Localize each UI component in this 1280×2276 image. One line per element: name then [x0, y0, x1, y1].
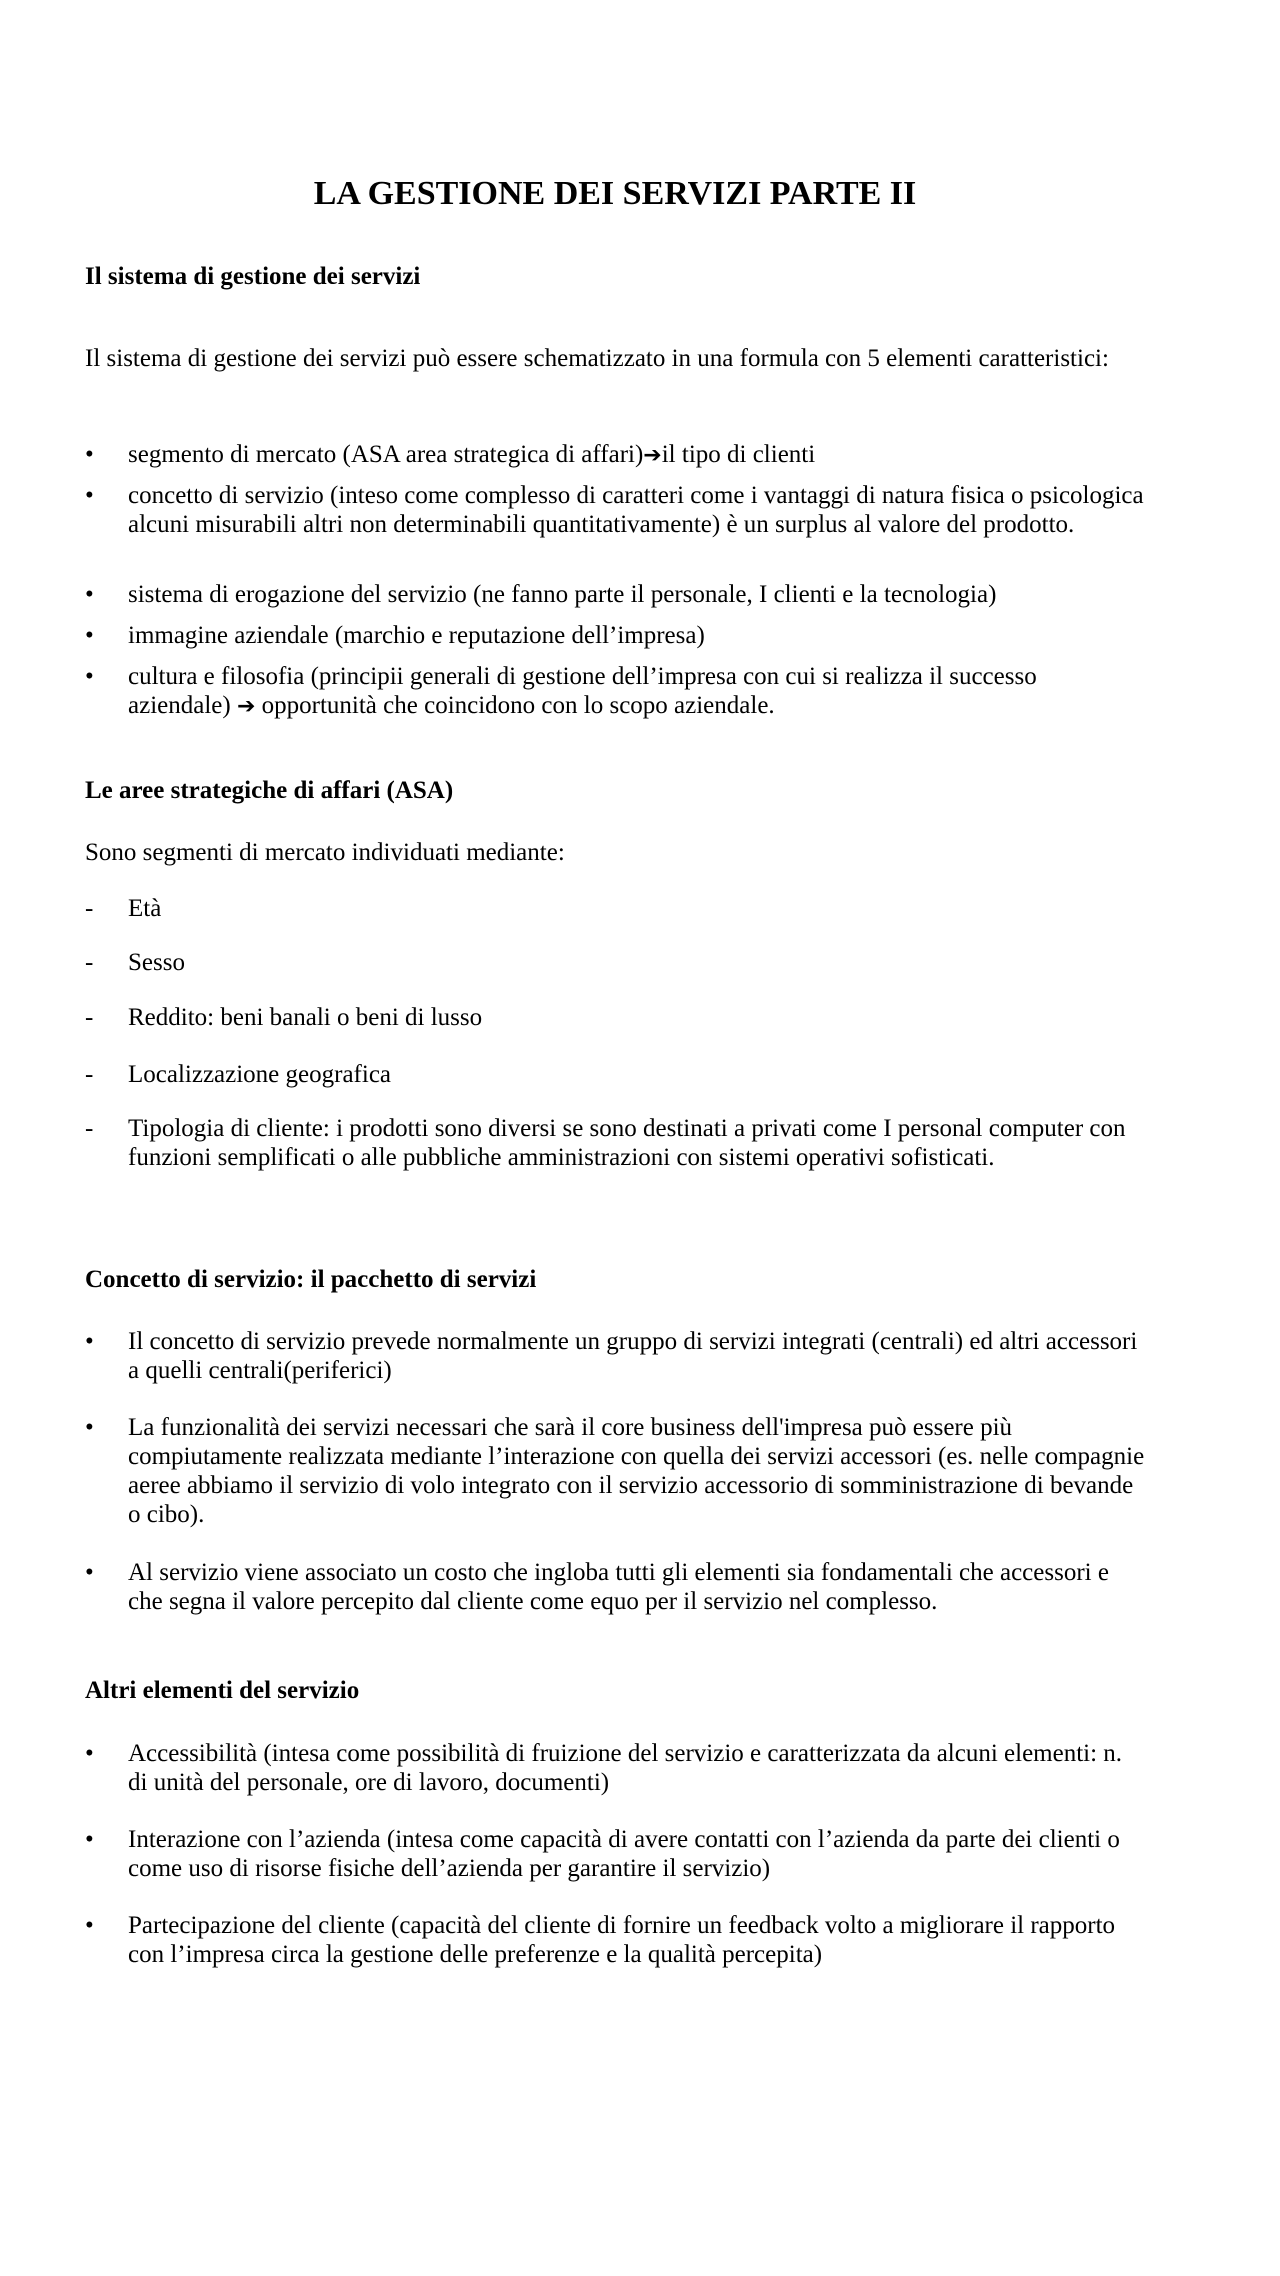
dash-icon: -: [85, 949, 94, 976]
arrow-right-icon: ➔: [236, 694, 256, 719]
list-item-text: La funzionalità dei servizi necessari che sarà il core business dell'impresa può essere più compiutamente realizzata mediante l’interazione con quella dei servizi accessori (es. nelle compagnie aeree abbiamo il servizio di volo integrato con il servizio accessorio di somministrazione di bevande o cibo).: [128, 1414, 1145, 1528]
dash-icon: -: [85, 1115, 94, 1142]
list-item: [85, 1060, 1145, 1089]
bullet-icon: •: [85, 1328, 94, 1355]
list-item: [85, 1327, 1145, 1385]
list-item-text: il tipo di clienti: [661, 441, 816, 468]
bullet-icon: •: [85, 663, 94, 690]
bullet-icon: •: [85, 482, 94, 509]
list-item: [85, 580, 1145, 609]
list-item: [85, 894, 1145, 923]
section-intro-sistema: Il sistema di gestione dei servizi può essere schematizzato in una formula con 5 elementi caratteristici:: [85, 345, 1109, 372]
section-heading-asa: Le aree strategiche di affari (ASA): [85, 777, 454, 804]
list-item: [85, 662, 1145, 721]
list-item-text: Reddito: beni banali o beni di lusso: [128, 1004, 483, 1031]
list-item-text: concetto di servizio (inteso come complesso di caratteri come i vantaggi di natura fisica o psicologica alcuni misurabili altri non determinabili quantitativamente) è un surplus al valore del prodotto.: [128, 482, 1144, 538]
list-item-text: Età: [128, 895, 162, 922]
section-heading-pacchetto: Concetto di servizio: il pacchetto di servizi: [85, 1266, 537, 1293]
list-item: [85, 1003, 1145, 1032]
bullet-icon: •: [85, 441, 94, 468]
bullet-icon: •: [85, 1559, 94, 1586]
section-heading-altri: Altri elementi del servizio: [85, 1677, 360, 1704]
document-title: LA GESTIONE DEI SERVIZI PARTE II: [313, 175, 917, 212]
list-item: [85, 1911, 1145, 1969]
list-item-text: Il concetto di servizio prevede normalmente un gruppo di servizi integrati (centrali) ed altri accessori a quelli centrali(periferici): [128, 1328, 1138, 1384]
dash-icon: -: [85, 1004, 94, 1031]
list-item-text: immagine aziendale (marchio e reputazione dell’impresa): [128, 622, 705, 649]
list-item-text: Interazione con l’azienda (intesa come capacità di avere contatti con l’azienda da parte dei clienti o come uso di risorse fisiche dell’azienda per garantire il servizio): [128, 1826, 1120, 1882]
bullet-icon: •: [85, 581, 94, 608]
list-item-text: Accessibilità (intesa come possibilità di fruizione del servizio e caratterizzata da alcuni elementi: n. di unità del personale, ore di lavoro, documenti): [128, 1740, 1123, 1796]
list-item-text: Localizzazione geografica: [128, 1061, 392, 1088]
list-item: [85, 440, 1145, 470]
bullet-icon: •: [85, 1740, 94, 1767]
list-item: [85, 1114, 1145, 1172]
section-heading-sistema: Il sistema di gestione dei servizi: [85, 263, 421, 290]
list-item-text: Sesso: [128, 949, 185, 976]
arrow-right-icon: ➔: [643, 443, 662, 468]
bullet-icon: •: [85, 622, 94, 649]
bullet-icon: •: [85, 1826, 94, 1853]
list-item: [85, 948, 1145, 977]
list-item-text: Tipologia di cliente: i prodotti sono diversi se sono destinati a privati come I personal computer con funzioni semplificati o alle pubbliche amministrazioni con sistemi operativi sofisticati.: [128, 1115, 1126, 1171]
dash-icon: -: [85, 895, 94, 922]
list-item: [85, 1558, 1145, 1616]
list-item: [85, 1739, 1145, 1797]
list-item-text: cultura e filosofia (principii generali di gestione dell’impresa con cui si realizza il successo aziendale): [128, 663, 1037, 719]
dash-icon: -: [85, 1061, 94, 1088]
bullet-icon: •: [85, 1912, 94, 1939]
section-intro-asa: Sono segmenti di mercato individuati mediante:: [85, 839, 565, 866]
list-item: [85, 481, 1145, 539]
list-item: [85, 621, 1145, 650]
list-item-text: sistema di erogazione del servizio (ne fanno parte il personale, I clienti e la tecnologia): [128, 581, 997, 608]
list-item-text: Al servizio viene associato un costo che ingloba tutti gli elementi sia fondamentali che accessori e che segna il valore percepito dal cliente come equo per il servizio nel complesso.: [128, 1559, 1109, 1615]
list-item-text: opportunità che coincidono con lo scopo aziendale.: [255, 692, 775, 719]
list-item: [85, 1413, 1145, 1529]
list-item: [85, 1825, 1145, 1883]
list-item-text: segmento di mercato (ASA area strategica di affari): [128, 441, 644, 468]
list-item-text: Partecipazione del cliente (capacità del cliente di fornire un feedback volto a migliorare il rapporto con l’impresa circa la gestione delle preferenze e la qualità percepita): [128, 1912, 1116, 1968]
bullet-icon: •: [85, 1414, 94, 1441]
